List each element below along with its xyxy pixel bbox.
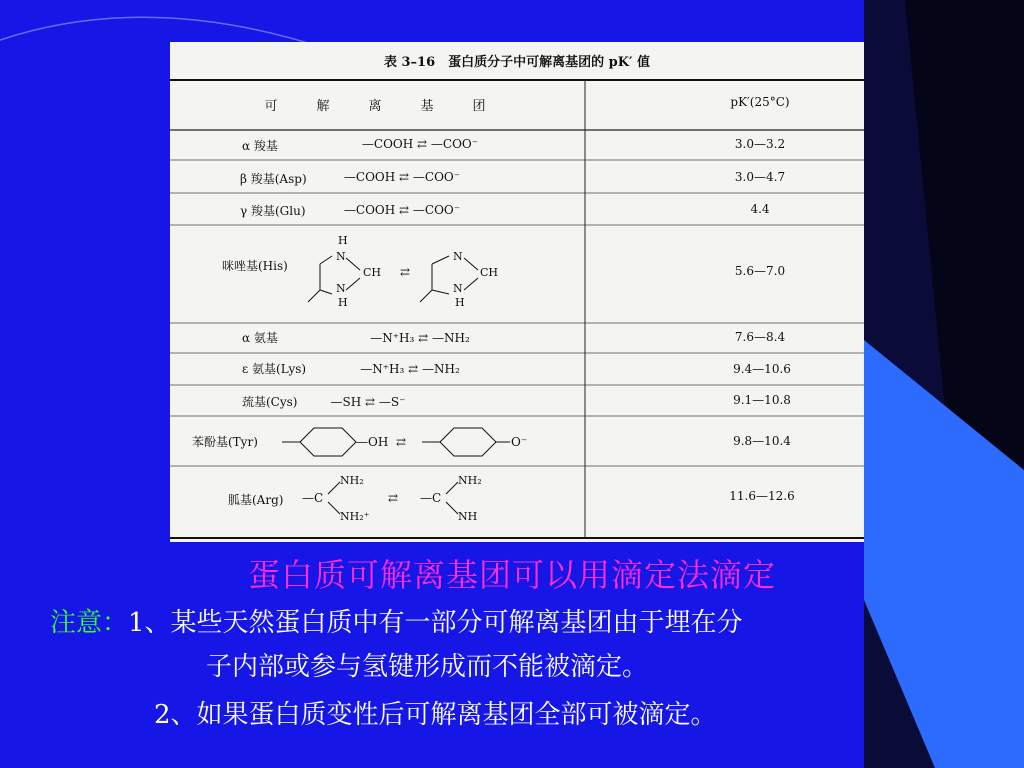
- svg-text:—C: —C: [420, 491, 442, 505]
- row-name: α 羧基: [242, 139, 278, 153]
- row-reaction: —COOH ⇄ —COO⁻: [343, 203, 461, 217]
- row-name: 巯基(Cys): [242, 395, 298, 409]
- svg-text:⇄: ⇄: [396, 435, 407, 449]
- svg-text:⇄: ⇄: [400, 265, 411, 279]
- svg-text:N: N: [336, 282, 346, 295]
- svg-text:NH: NH: [458, 510, 478, 523]
- svg-text:CH: CH: [363, 266, 382, 279]
- row-reaction: —COOH ⇄ —COO⁻: [361, 137, 479, 151]
- svg-text:N: N: [453, 282, 463, 295]
- svg-text:H: H: [455, 296, 465, 309]
- note-1-line-1: 1、某些天然蛋白质中有一部分可解离基团由于埋在分: [128, 608, 743, 638]
- row-reaction: —SH ⇄ —S⁻: [330, 395, 406, 409]
- svg-text:NH₂: NH₂: [340, 474, 364, 487]
- svg-text:N: N: [336, 250, 346, 263]
- svg-text:H: H: [338, 234, 348, 247]
- row-reaction: —N⁺H₃ ⇄ —NH₂: [360, 362, 460, 376]
- row-reaction: —COOH ⇄ —COO⁻: [343, 170, 461, 184]
- row-pk: 4.4: [750, 202, 770, 216]
- note-label: 注意：: [50, 608, 129, 638]
- note-2: 2、如果蛋白质变性后可解离基团全部可被滴定。: [154, 700, 717, 730]
- row-name: 胍基(Arg): [228, 493, 284, 507]
- row-pk: 3.0—4.7: [734, 170, 786, 184]
- pk-table: [170, 42, 864, 542]
- row-pk: 5.6—7.0: [734, 264, 786, 278]
- slide-caption: 蛋白质可解离基团可以用滴定法滴定: [247, 556, 776, 594]
- row-name: β 羧基(Asp): [240, 172, 307, 186]
- row-name: α 氨基: [242, 331, 278, 345]
- svg-text:NH₂⁺: NH₂⁺: [340, 510, 370, 523]
- row-pk: 9.8—10.4: [733, 434, 791, 448]
- svg-text:O⁻: O⁻: [511, 435, 528, 449]
- row-name: 咪唑基(His): [222, 259, 288, 273]
- row-pk: 7.6—8.4: [734, 330, 786, 344]
- svg-text:⇄: ⇄: [388, 491, 399, 505]
- header-pk: pK′(25°C): [730, 95, 790, 109]
- row-name: ε 氨基(Lys): [242, 362, 307, 376]
- svg-text:—C: —C: [302, 491, 324, 505]
- svg-text:NH₂: NH₂: [458, 474, 482, 487]
- note-1-line-2: 子内部或参与氢键形成而不能被滴定。: [206, 652, 649, 682]
- header-group: 可 解 离 基 团: [264, 99, 486, 114]
- row-pk: 11.6—12.6: [729, 489, 795, 503]
- table-title: 表 3–16 蛋白质分子中可解离基团的 pK′ 值: [383, 55, 651, 70]
- svg-text:H: H: [338, 296, 348, 309]
- row-pk: 9.1—10.8: [733, 393, 791, 407]
- svg-text:CH: CH: [480, 266, 499, 279]
- svg-text:—OH: —OH: [356, 435, 389, 449]
- row-name: 苯酚基(Tyr): [192, 435, 258, 449]
- svg-text:N: N: [453, 250, 463, 263]
- row-reaction: —N⁺H₃ ⇄ —NH₂: [370, 331, 470, 345]
- row-name: γ 羧基(Glu): [240, 204, 306, 218]
- row-pk: 9.4—10.6: [733, 362, 791, 376]
- row-pk: 3.0—3.2: [734, 137, 786, 151]
